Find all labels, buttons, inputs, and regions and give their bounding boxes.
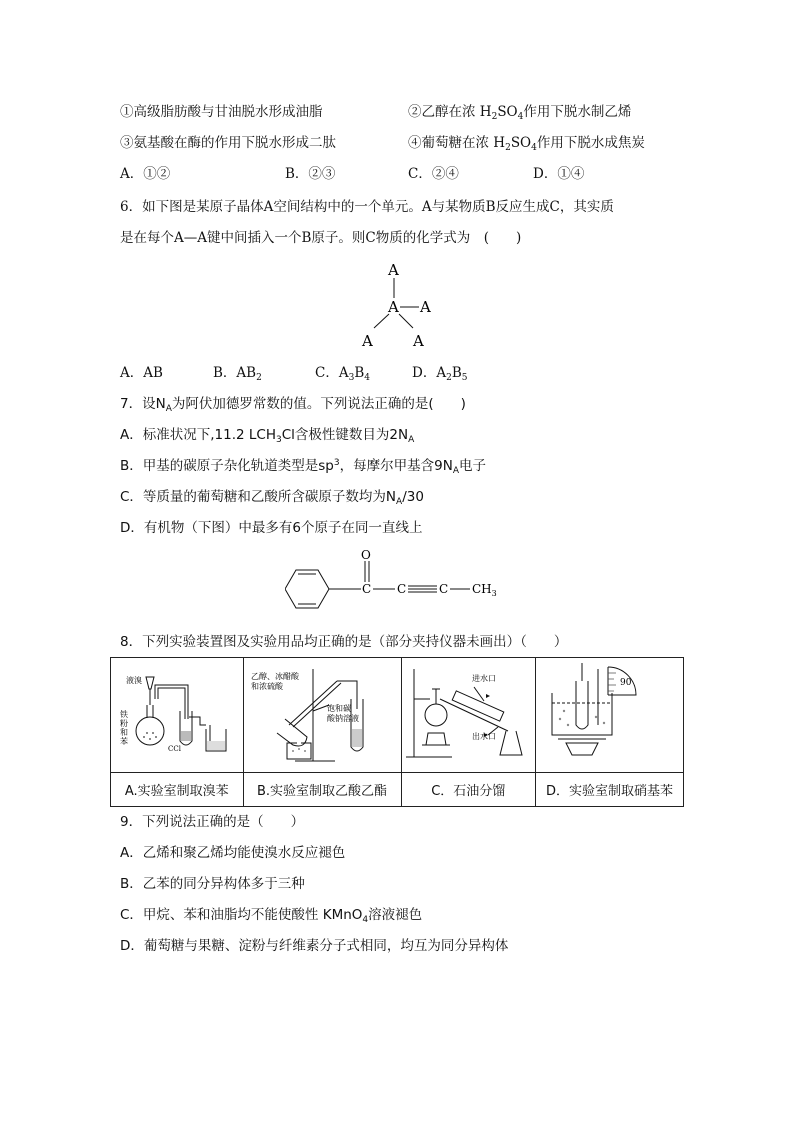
- q7-molecule-structure: [285, 548, 515, 618]
- ethyl-acetate-apparatus: [245, 659, 399, 767]
- svg-text:乙醇、冰醋酸: 乙醇、冰醋酸: [251, 672, 299, 681]
- atom-a-bottom-right: A: [413, 332, 424, 350]
- q6-option-a: A．AB: [120, 365, 163, 381]
- svg-text:饱和碳: 饱和碳: [327, 704, 351, 713]
- atom-a-right: A: [420, 298, 431, 316]
- q5-statement-1: ①高级脂肪酸与甘油脱水形成油脂: [120, 104, 323, 120]
- q6-option-b: B．$AB_2$: [213, 365, 262, 383]
- svg-text:铁: 铁: [119, 710, 128, 719]
- mol-carbon-1: C: [362, 582, 372, 596]
- q5-option-c: C．②④: [408, 166, 459, 182]
- atom-a-top: A: [388, 261, 399, 279]
- caption-a: A.实验室制取溴苯: [111, 773, 244, 807]
- svg-text:进水口: 进水口: [472, 674, 497, 683]
- bromobenzene-apparatus: [112, 659, 242, 767]
- svg-text:出水口: 出水口: [472, 732, 497, 741]
- apparatus-d-cell: [536, 658, 684, 773]
- q6-option-d: D．$A_2B_5$: [412, 365, 468, 383]
- apparatus-a-cell: [111, 658, 244, 773]
- q5-option-a: A．①②: [120, 166, 171, 182]
- svg-text:液溴: 液溴: [125, 676, 142, 685]
- caption-c: C．石油分馏: [401, 773, 536, 807]
- q9-option-a: A．乙烯和聚乙烯均能使溴水反应褪色: [120, 845, 346, 861]
- q5-statement-2: ②乙醇在浓 $H_2SO_4$作用下脱水制乙烯: [408, 104, 632, 122]
- apparatus-c-cell: [401, 658, 536, 773]
- atom-a-left: A: [362, 332, 373, 350]
- mol-carbon-2: C: [397, 582, 407, 596]
- apparatus-b-cell: [243, 658, 401, 773]
- svg-text:CCl: CCl: [167, 745, 181, 753]
- q7-option-a: A．标准状况下,11.2 $LCH_3Cl$含极性键数目为$2N_A$: [120, 427, 415, 445]
- svg-text:酸钠溶液: 酸钠溶液: [327, 714, 359, 723]
- q7-stem: 7．设$N_A$为阿伏加德罗常数的值。下列说法正确的是( ): [120, 396, 466, 414]
- q9-option-d: D．葡萄糖与果糖、淀粉与纤维素分子式相同，均互为同分异构体: [120, 938, 509, 954]
- atom-a-center: A: [388, 298, 399, 316]
- q7-option-c: C．等质量的葡萄糖和乙酸所含碳原子数均为$N_A/30$: [120, 489, 424, 507]
- nitrobenzene-apparatus: [538, 659, 682, 767]
- svg-text:和浓硫酸: 和浓硫酸: [251, 682, 283, 691]
- q8-apparatus-table: [110, 657, 684, 807]
- q6-stem-line2: 是在每个A—A键中间插入一个B原子。则C物质的化学式为 ( ): [120, 230, 522, 246]
- q5-statement-4: ④葡萄糖在浓 $H_2SO_4$作用下脱水成焦炭: [408, 135, 645, 153]
- svg-text:90: 90: [619, 678, 631, 688]
- q5-option-d: D．①④: [533, 166, 585, 182]
- q9-stem: 9．下列说法正确的是（ ）: [120, 814, 305, 830]
- caption-d: D．实验室制取硝基苯: [536, 773, 684, 807]
- mol-carbon-3: C: [439, 582, 449, 596]
- mol-oxygen: O: [361, 548, 371, 562]
- q5-statement-3: ③氨基酸在酶的作用下脱水形成二肽: [120, 135, 336, 151]
- q6-stem-line1: 6．如下图是某原子晶体A空间结构中的一个单元。A与某物质B反应生成C，其实质: [120, 199, 614, 215]
- mol-methyl: $CH_3$: [472, 582, 497, 598]
- q5-option-b: B．②③: [285, 166, 336, 182]
- q7-option-b: B．甲基的碳原子杂化轨道类型是$sp^3$，每摩尔甲基含$9N_A$电子: [120, 458, 486, 476]
- fractional-distillation-apparatus: [402, 659, 534, 767]
- q6-option-c: C．$A_3B_4$: [315, 365, 370, 383]
- q6-crystal-unit-diagram: [350, 256, 450, 352]
- svg-text:和: 和: [119, 728, 128, 737]
- caption-b: B.实验室制取乙酸乙酯: [243, 773, 401, 807]
- q8-stem: 8．下列实验装置图及实验用品均正确的是（部分夹持仪器未画出）（ ）: [120, 634, 568, 650]
- q9-option-c: C．甲烷、苯和油脂均不能使酸性 KMnO$_4$溶液褪色: [120, 907, 423, 925]
- q7-option-d: D．有机物（下图）中最多有6个原子在同一直线上: [120, 520, 423, 536]
- q9-option-b: B．乙苯的同分异构体多于三种: [120, 876, 305, 892]
- svg-text:苯: 苯: [119, 737, 128, 746]
- svg-text:粉: 粉: [119, 719, 128, 728]
